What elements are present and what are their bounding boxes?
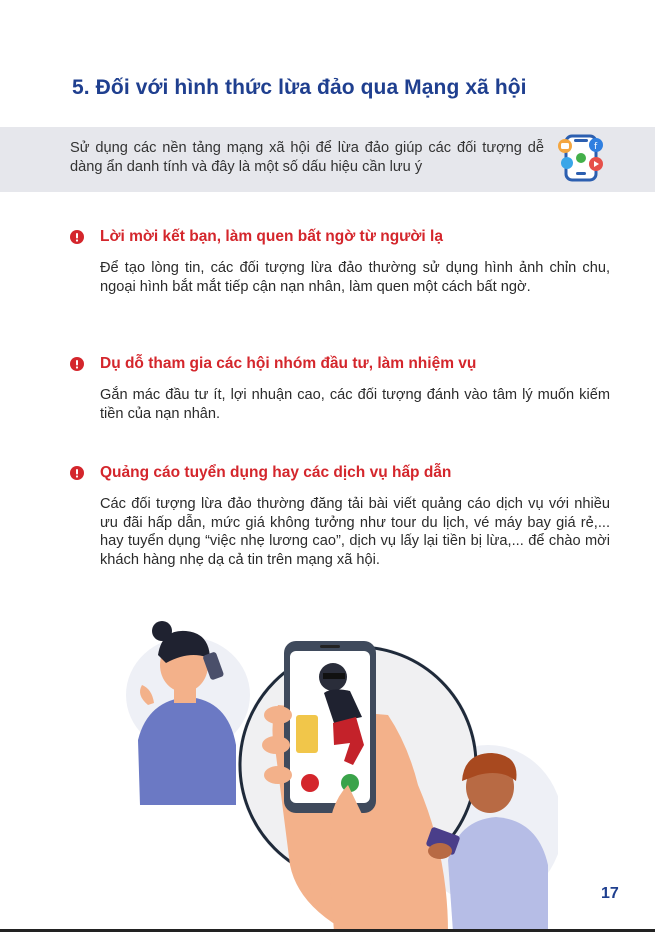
section-heading: Quảng cáo tuyển dụng hay các dịch vụ hấp dẫn <box>100 464 452 481</box>
page-number: 17 <box>601 885 619 902</box>
section-heading: Lời mời kết bạn, làm quen bất ngờ từ người lạ <box>100 228 443 245</box>
svg-text:f: f <box>594 142 598 152</box>
section-body: Để tạo lòng tin, các đối tượng lừa đảo thường sử dụng hình ảnh chỉn chu, ngoại hình bắt mắt tiếp cận nạn nhân, làm quen một cách bất ngờ. <box>100 260 610 295</box>
scam-call-illustration <box>118 605 558 932</box>
intro-text: Sử dụng các nền tảng mạng xã hội để lừa đảo giúp các đối tượng dễ dàng ẩn danh tính và đây là một số dấu hiệu cần lưu ý <box>70 140 544 175</box>
intro-band <box>0 127 655 192</box>
section-body: Các đối tượng lừa đảo thường đăng tải bài viết quảng cáo dịch vụ với nhiều ưu đãi hấp dẫn, mức giá không tưởng như tour du lịch, vé máy bay giá rẻ,... hay tuyển dụng “việc nhẹ lương cao”, dịch vụ lấy lại tiền bị lừa,... để chào mời khách hàng nhẹ dạ cả tin trên mạng xã hội. <box>100 496 610 568</box>
section-body: Gắn mác đầu tư ít, lợi nhuận cao, các đối tượng đánh vào tâm lý muốn kiếm tiền của nạn nhân. <box>100 387 610 422</box>
warning-section-1 <box>70 228 610 296</box>
section-heading: Dụ dỗ tham gia các hội nhóm đầu tư, làm nhiệm vụ <box>100 355 477 372</box>
warning-bullet-icon <box>70 230 84 244</box>
warning-section-3 <box>70 464 610 569</box>
page-title: 5. Đối với hình thức lừa đảo qua Mạng xã hội <box>72 76 527 99</box>
warning-bullet-icon <box>70 357 84 371</box>
warning-section-2 <box>70 355 610 423</box>
social-media-phone-icon <box>556 132 608 184</box>
warning-bullet-icon <box>70 466 84 480</box>
